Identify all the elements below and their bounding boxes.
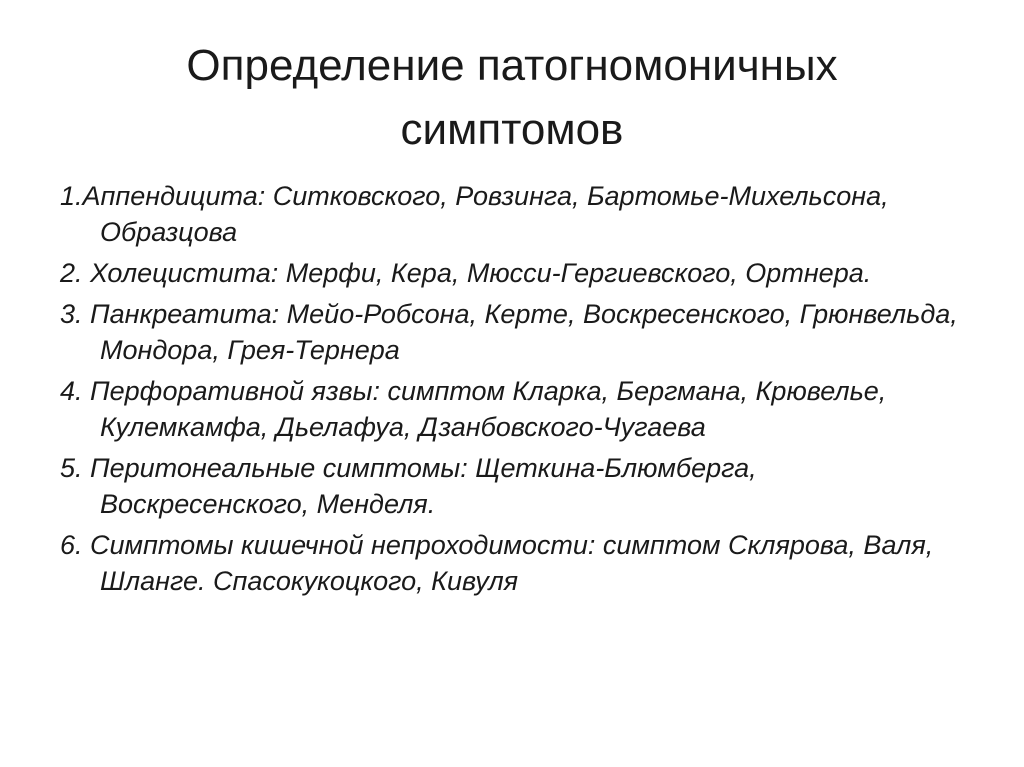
- list-item-bowel-obstruction: [60, 527, 960, 599]
- symptom-list: [60, 178, 960, 604]
- list-item-cholecystitis: [60, 255, 960, 291]
- list-item-appendicitis: [60, 178, 960, 250]
- list-item-perforated-ulcer: [60, 373, 960, 445]
- list-item-peritoneal: [60, 450, 960, 522]
- list-item-text: 4. Перфоративной язвы: симптом Кларка, Бергмана, Крювелье, Кулемкамфа, Дьелафуа, Дзанбовского-Чугаева: [60, 376, 887, 442]
- slide-title-line-1: Определение патогномоничных: [186, 41, 838, 90]
- list-item-text: 2. Холецистита: Мерфи, Кера, Мюсси-Гергиевского, Ортнера.: [60, 258, 872, 288]
- list-item-text: 5. Перитонеальные симптомы: Щеткина-Блюмберга, Воскресенского, Менделя.: [60, 453, 757, 519]
- list-item-text: 3. Панкреатита: Мейо-Робсона, Керте, Воскресенского, Грюнвельда, Мондора, Грея-Тернера: [60, 299, 958, 365]
- list-item-pancreatitis: [60, 296, 960, 368]
- slide-title-line-2: симптомов: [400, 104, 624, 154]
- list-item-text: 1.Аппендицита: Ситковского, Ровзинга, Бартомье-Михельсона, Образцова: [60, 181, 889, 247]
- slide-title: [60, 34, 964, 162]
- list-item-text: 6. Симптомы кишечной непроходимости: симптом Склярова, Валя, Шланге. Спасокукоцкого, Кивуля: [60, 530, 934, 596]
